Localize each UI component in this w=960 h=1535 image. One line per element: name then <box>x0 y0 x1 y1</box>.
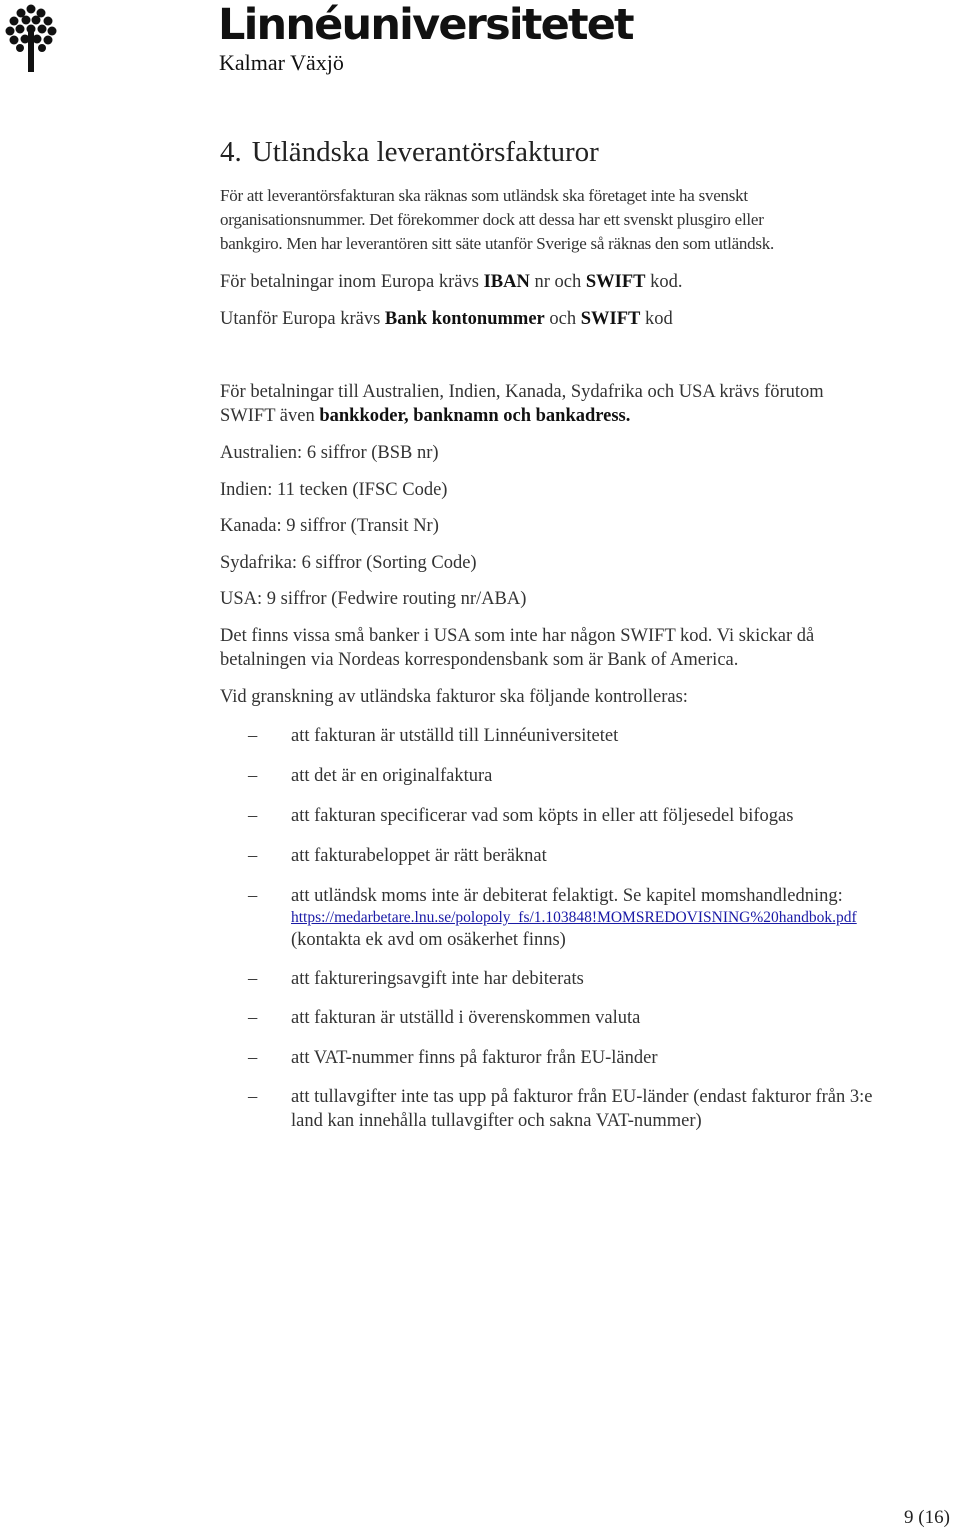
dash-bullet: – <box>248 766 258 786</box>
dash-bullet: – <box>248 1048 258 1068</box>
europe-requirements: För betalningar inom Europa krävs IBAN nr och SWIFT kod. <box>220 272 683 292</box>
swift-term: SWIFT <box>585 272 646 292</box>
dash-bullet: – <box>248 846 258 866</box>
intro-line-1: För att leverantörsfakturan ska räknas som utländsk ska företaget inte ha svenskt <box>220 186 748 205</box>
code-canada: Kanada: 9 siffror (Transit Nr) <box>220 516 439 536</box>
usa-note-line-1: Det finns vissa små banker i USA som inte har någon SWIFT kod. Vi skickar då <box>220 626 815 646</box>
dash-bullet: – <box>248 886 258 906</box>
tree-logo-icon <box>4 2 58 74</box>
intro-line-2: organisationsnummer. Det förekommer dock att dessa har ett svenskt plusgiro eller <box>220 210 764 229</box>
checklist-item: – att utländsk moms inte är debiterat felaktigt. Se kapitel momshandledning: https://medarbetare.lnu.se/polopoly_fs/1.103848!MOMSREDOVISNING%20handbok.pdf (kontakta ek avd om osäkerhet finns) <box>248 884 948 956</box>
campus-subtitle: Kalmar Växjö <box>219 50 344 75</box>
section-title: Utländska leverantörsfakturor <box>251 136 599 168</box>
dash-bullet: – <box>248 1008 258 1028</box>
dash-bullet: – <box>248 969 258 989</box>
usa-note-line-2: betalningen via Nordeas korrespondensbank som är Bank of America. <box>220 650 739 670</box>
dash-bullet: – <box>248 726 258 746</box>
checklist-item: – att tullavgifter inte tas upp på fakturor från EU-länder (endast fakturor från 3:e land kan innehålla tullavgifter och sakna VAT-nummer) <box>248 1087 873 1131</box>
momshandledning-link[interactable]: https://medarbetare.lnu.se/polopoly_fs/1.103848!MOMSREDOVISNING%20handbok.pdf <box>291 909 857 926</box>
code-south-africa: Sydafrika: 6 siffror (Sorting Code) <box>220 553 477 573</box>
dash-bullet: – <box>248 1087 258 1107</box>
countries-intro-line-2: SWIFT även bankkoder, banknamn och bankadress. <box>220 406 631 426</box>
page-number: 9 (16) <box>904 1507 950 1528</box>
bank-account-term: Bank kontonummer <box>384 309 545 329</box>
iban-term: IBAN <box>483 272 530 292</box>
section-number: 4. <box>220 136 242 168</box>
code-india: Indien: 11 tecken (IFSC Code) <box>220 480 448 500</box>
code-usa: USA: 9 siffror (Fedwire routing nr/ABA) <box>220 589 527 609</box>
university-logo-text: Linnéuniversitetet <box>218 0 633 50</box>
intro-line-3: bankgiro. Men har leverantören sitt säte utanför Sverige så räknas den som utländsk. <box>220 234 775 253</box>
swift-term: SWIFT <box>580 309 641 329</box>
outside-europe-requirements: Utanför Europa krävs Bank kontonummer och SWIFT kod <box>220 309 673 329</box>
section-heading <box>220 134 599 170</box>
countries-intro-line-1: För betalningar till Australien, Indien, Kanada, Sydafrika och USA krävs förutom <box>220 382 824 402</box>
review-intro: Vid granskning av utländska fakturor ska följande kontrolleras: <box>220 687 688 707</box>
dash-bullet: – <box>248 806 258 826</box>
code-australia: Australien: 6 siffror (BSB nr) <box>220 443 439 463</box>
bank-details-term: bankkoder, banknamn och bankadress. <box>319 406 631 426</box>
